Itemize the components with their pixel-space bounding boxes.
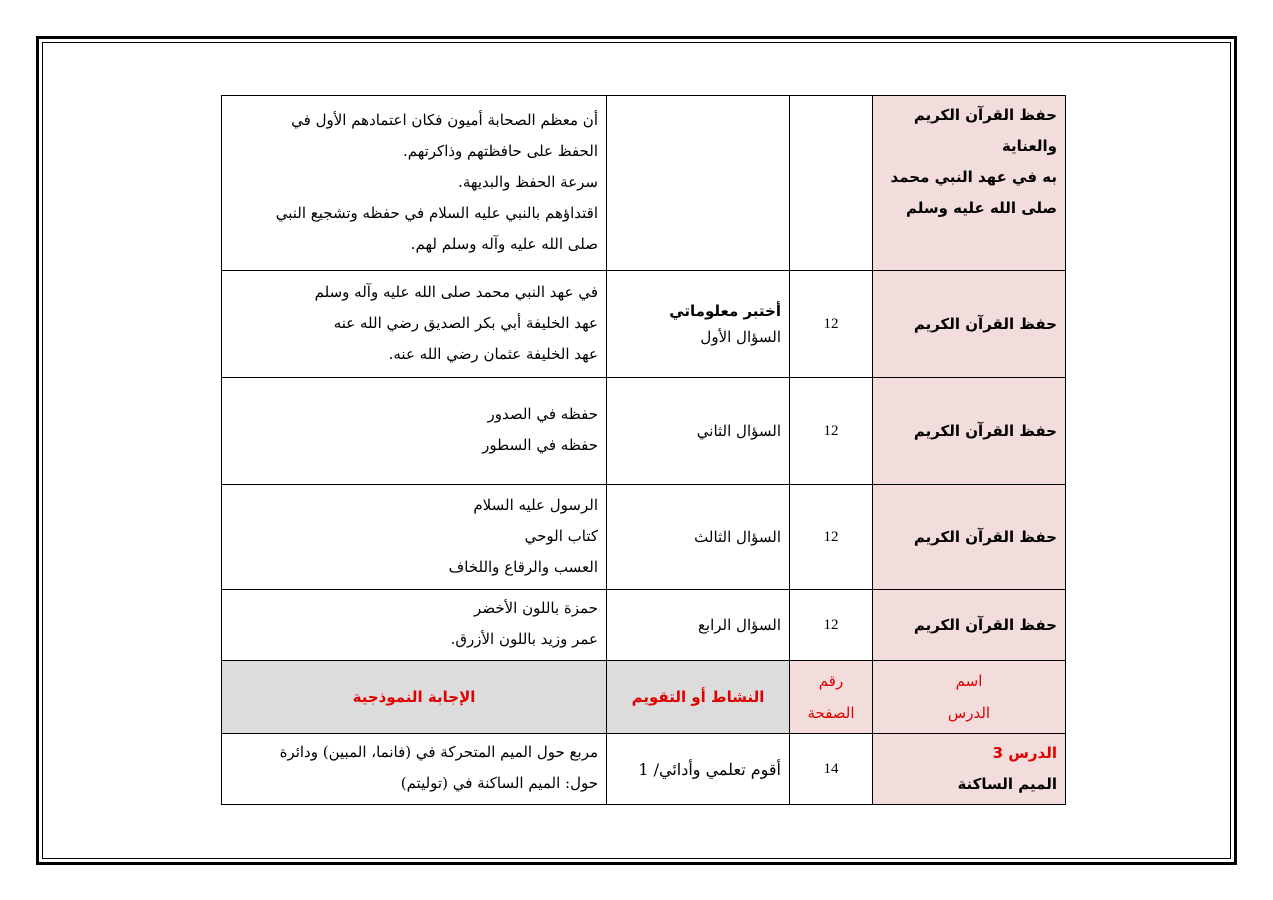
lesson-number: الدرس 3 xyxy=(992,744,1057,762)
lesson-table xyxy=(221,95,1066,805)
answer-cell xyxy=(222,590,607,661)
answer-cell xyxy=(222,96,607,271)
table-row xyxy=(222,271,1066,378)
answer-line: أن معظم الصحابة أميون فكان اعتمادهم الأول في xyxy=(291,110,598,129)
answer-line: عمر وزيد باللون الأزرق. xyxy=(450,630,598,648)
header-page xyxy=(790,661,873,734)
header-answer: الإجابة النموذجية xyxy=(222,661,607,734)
answer-line: حفظه في الصدور xyxy=(487,405,598,423)
answer-line: حمزة باللون الأخضر xyxy=(474,599,598,617)
activity-label: السؤال الأول xyxy=(700,328,781,346)
header-page-line: الصفحة xyxy=(807,704,855,722)
header-page-line: رقم xyxy=(818,672,844,690)
answer-line: كتاب الوحي xyxy=(524,526,598,545)
answer-line: حول: الميم الساكنة في (توليتم) xyxy=(400,774,598,792)
lesson-cell: حفظ القرآن الكريم xyxy=(873,378,1066,485)
answer-line: اقتداؤهم بالنبي عليه السلام في حفظه وتشجيع النبي xyxy=(275,203,598,222)
lesson-cell: حفظ القرآن الكريم xyxy=(873,271,1066,378)
page-cell xyxy=(790,96,873,271)
answer-line: الرسول عليه السلام xyxy=(473,495,598,514)
page-cell: 14 xyxy=(790,734,873,805)
table-row xyxy=(222,378,1066,485)
activity-cell xyxy=(607,271,790,378)
table-row xyxy=(222,590,1066,661)
answer-line: صلى الله عليه وآله وسلم لهم. xyxy=(410,234,598,253)
answer-line: مربع حول الميم المتحركة في (فانما، المبين) ودائرة xyxy=(279,743,598,761)
page-cell: 12 xyxy=(790,590,873,661)
table-row xyxy=(222,734,1066,805)
activity-cell xyxy=(607,96,790,271)
answer-cell xyxy=(222,734,607,805)
lesson-line: به في عهد النبي محمد xyxy=(890,168,1057,186)
header-lesson xyxy=(873,661,1066,734)
header-lesson-line: اسم xyxy=(955,672,983,690)
activity-title: أختبر معلوماتي xyxy=(669,302,781,320)
header-lesson-line: الدرس xyxy=(947,704,991,722)
activity-cell: السؤال الثاني xyxy=(607,378,790,485)
lesson-line: صلى الله عليه وسلم xyxy=(905,199,1057,217)
table-row xyxy=(222,96,1066,271)
answer-line: عهد الخليفة عثمان رضي الله عنه. xyxy=(388,344,598,363)
answer-line: سرعة الحفظ والبديهة. xyxy=(458,172,598,191)
page-cell: 12 xyxy=(790,378,873,485)
table-row xyxy=(222,485,1066,590)
page-cell: 12 xyxy=(790,485,873,590)
answer-line: حفظه في السطور xyxy=(482,436,598,454)
answer-line: العسب والرقاع واللخاف xyxy=(448,557,598,576)
header-activity: النشاط أو التقويم xyxy=(607,661,790,734)
answer-cell xyxy=(222,271,607,378)
header-row xyxy=(222,661,1066,734)
page-cell: 12 xyxy=(790,271,873,378)
lesson-name: الميم الساكنة xyxy=(957,775,1057,793)
activity-cell: أقوم تعلمي وأدائي/ 1 xyxy=(607,734,790,805)
lesson-cell: حفظ القرآن الكريم xyxy=(873,590,1066,661)
activity-cell: السؤال الثالث xyxy=(607,485,790,590)
answer-line: في عهد النبي محمد صلى الله عليه وآله وسلم xyxy=(314,282,598,301)
answer-cell xyxy=(222,378,607,485)
answer-cell xyxy=(222,485,607,590)
lesson-cell: حفظ القرآن الكريم xyxy=(873,485,1066,590)
lesson-line: حفظ القرآن الكريم والعناية xyxy=(913,106,1057,155)
answer-line: الحفظ على حافظتهم وذاكرتهم. xyxy=(402,141,598,160)
lesson-cell xyxy=(873,734,1066,805)
lesson-cell xyxy=(873,96,1066,271)
answer-line: عهد الخليفة أبي بكر الصديق رضي الله عنه xyxy=(333,313,598,332)
activity-cell: السؤال الرابع xyxy=(607,590,790,661)
